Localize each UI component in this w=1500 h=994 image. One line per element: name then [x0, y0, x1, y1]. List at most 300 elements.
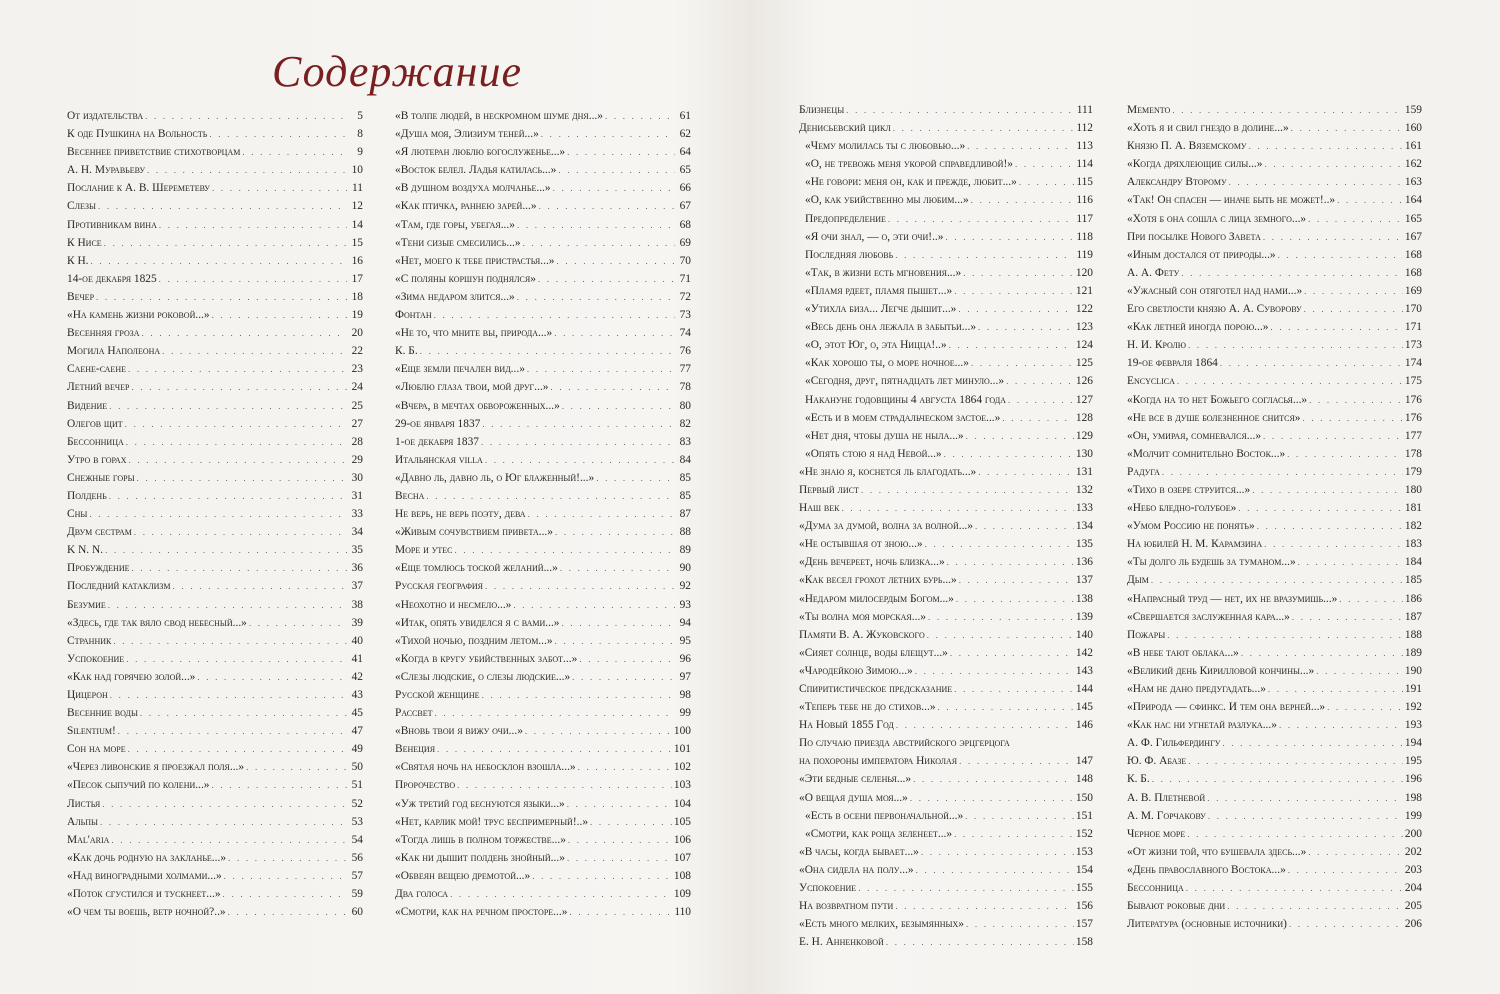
toc-entry-title: «Обвеян вещею дремотой...» [395, 869, 531, 882]
toc-entry-page: 112 [1076, 122, 1093, 135]
toc-entry [395, 541, 691, 559]
toc-entry-page: 40 [351, 634, 363, 647]
toc-entry-title: Радуга [1127, 465, 1160, 478]
toc-entry-page: 175 [1404, 375, 1422, 388]
toc-entry-page: 162 [1404, 158, 1422, 171]
toc-entry-title: Снежные горы [67, 471, 135, 484]
toc-entry-page: 51 [351, 779, 363, 792]
toc-entry [67, 849, 363, 867]
toc-entry [67, 776, 363, 794]
dot-leader [1188, 752, 1403, 770]
toc-entry-page: 73 [679, 309, 691, 322]
toc-entry [1127, 553, 1422, 571]
toc-entry-page: 10 [351, 164, 363, 177]
toc-entry [395, 776, 691, 794]
toc-entry [67, 324, 363, 342]
toc-entry-title: На юбилей Н. М. Карамзина [1127, 538, 1263, 551]
toc-entry-title: «Хоть я и свил гнездо в долине...» [1127, 122, 1289, 135]
toc-entry-page: 168 [1404, 248, 1422, 261]
toc-entry-title: на похороны императора Николая [799, 755, 958, 768]
toc-entry-title: «Нет, карлик мой! трус беспримерный!..» [395, 815, 589, 828]
toc-entry-title: Спиритистическое предсказание [799, 683, 953, 695]
toc-entry-title: Его светлости князю А. А. Суворову [1127, 303, 1302, 316]
dot-leader [861, 481, 1074, 499]
dot-leader [228, 849, 347, 867]
toc-entry-page: 125 [1075, 357, 1093, 370]
toc-entry-title: Последний катаклизм [67, 580, 171, 593]
toc-entry-page: 190 [1404, 664, 1422, 677]
toc-entry-page: 118 [1076, 230, 1093, 243]
toc-entry-page: 95 [679, 634, 691, 647]
toc-entry-page: 87 [679, 508, 691, 521]
toc-entry-page: 78 [679, 381, 691, 394]
toc-entry-page: 176 [1404, 411, 1422, 424]
toc-entry-page: 198 [1404, 791, 1422, 804]
toc-entry-title: «Через ливонские я проезжал поля...» [67, 761, 245, 774]
toc-entry-page: 156 [1075, 900, 1093, 913]
dot-leader [437, 740, 672, 758]
toc-entry-title: Князю П. А. Вяземскому [1127, 140, 1247, 153]
dot-leader [482, 686, 675, 704]
toc-entry [1127, 427, 1422, 445]
dot-leader [528, 505, 675, 523]
toc-entry-page: 37 [351, 580, 363, 593]
toc-entry-page: 89 [679, 544, 691, 557]
dot-leader [959, 571, 1074, 589]
toc-entry-page: 65 [679, 164, 691, 177]
toc-entry-page: 202 [1404, 845, 1422, 858]
toc-entry-page: 102 [673, 761, 691, 774]
toc-entry [67, 541, 363, 559]
toc-entry-page: 47 [351, 725, 363, 738]
toc-entry-title: «Зима недаром злится...» [395, 290, 515, 303]
toc-entry [799, 825, 1093, 843]
toc-entry-title: Видение [67, 399, 108, 412]
toc-entry-title: По случаю приезда австрийского эрцгерцога [799, 737, 1010, 750]
dot-leader [517, 216, 675, 234]
toc-entry-page: 181 [1404, 502, 1422, 515]
toc-entry-page: 103 [673, 779, 691, 792]
toc-entry [799, 391, 1093, 409]
dot-leader [131, 378, 347, 396]
dot-leader [212, 306, 347, 324]
dot-leader [242, 143, 347, 161]
dot-leader [916, 861, 1074, 879]
dot-leader [1015, 155, 1074, 173]
toc-entry-title: Могила Наполеона [67, 345, 161, 358]
page-title: Содержание [272, 47, 523, 96]
toc-entry-title: «Поток сгустился и тускнеет...» [67, 888, 221, 901]
toc-entry-title: «Как птичка, раннею зарей...» [395, 200, 537, 213]
dot-leader [140, 704, 347, 722]
dot-leader [98, 197, 347, 215]
toc-entry-page: 153 [1075, 845, 1093, 858]
toc-entry-page: 60 [351, 906, 363, 919]
dot-leader [527, 360, 675, 378]
toc-entry [1127, 119, 1422, 137]
toc-entry-page: 16 [351, 254, 363, 267]
toc-entry [67, 161, 363, 179]
dot-leader [978, 318, 1074, 336]
dot-leader [105, 541, 347, 559]
toc-entry-title: Memento [1127, 104, 1171, 116]
dot-leader [1268, 680, 1403, 698]
dot-leader [109, 487, 347, 505]
toc-entry [799, 553, 1093, 571]
dot-leader [554, 324, 675, 342]
toc-entry [1127, 137, 1422, 155]
toc-entry-title: «Чему молилась ты с любовью...» [805, 140, 966, 153]
toc-entry-title: Безумие [67, 598, 106, 611]
toc-entry [799, 481, 1093, 499]
dot-leader [523, 234, 675, 252]
dot-leader [1302, 409, 1402, 427]
toc-entry-page: 200 [1404, 827, 1422, 840]
dot-leader [125, 415, 347, 433]
toc-entry [799, 210, 1093, 228]
toc-entry [1127, 662, 1422, 680]
toc-entry [67, 433, 363, 451]
toc-entry-page: 92 [679, 580, 691, 593]
toc-entry-page: 178 [1404, 447, 1422, 460]
toc-entry-page: 68 [679, 218, 691, 231]
toc-entry-title: «Слезы людские, о слезы людские...» [395, 670, 571, 683]
toc-entry-page: 173 [1404, 339, 1422, 352]
toc-entry-title: При посылке Нового Завета [1127, 230, 1261, 243]
dot-leader [557, 252, 676, 270]
toc-entry-title: На Новый 1855 Год [799, 719, 894, 732]
toc-entry-page: 104 [673, 797, 691, 810]
dot-leader [841, 499, 1073, 517]
toc-entry-title: Литература (основные источники) [1127, 918, 1287, 931]
toc-entry [799, 228, 1093, 246]
toc-entry [799, 264, 1093, 282]
toc-entry [799, 807, 1093, 825]
toc-entry-title: «Как нас ни угнетай разлука...» [1127, 719, 1277, 732]
toc-entry-title: А. В. Плетневой [1127, 791, 1206, 804]
toc-entry-page: 50 [351, 761, 363, 774]
dot-leader [1337, 191, 1403, 209]
toc-entry-page: 151 [1075, 809, 1093, 822]
toc-entry-title: «Нет, моего к тебе пристрастья...» [395, 254, 555, 267]
dot-leader [162, 342, 347, 360]
dot-leader [555, 632, 675, 650]
toc-entry [799, 770, 1093, 788]
toc-entry-page: 100 [673, 725, 691, 738]
toc-entry-title: «Ты волна моя морская...» [799, 610, 926, 623]
toc-entry-title: «Тихой ночью, поздним летом...» [395, 634, 553, 647]
toc-entry-page: 57 [351, 869, 363, 882]
toc-entry-page: 122 [1075, 303, 1093, 316]
toc-entry [395, 415, 691, 433]
toc-entry-page: 136 [1075, 556, 1093, 569]
toc-entry-title: «На камень жизни роковой...» [67, 309, 210, 322]
toc-entry-title: Памяти В. А. Жуковского [799, 628, 925, 641]
toc-entry [799, 463, 1093, 481]
toc-entry [395, 197, 691, 215]
dot-leader [590, 813, 672, 831]
toc-entry-title: «Как над горячею золой...» [67, 670, 196, 683]
toc-entry [395, 758, 691, 776]
dot-leader [482, 415, 675, 433]
dot-leader [954, 680, 1074, 698]
toc-entry [67, 378, 363, 396]
toc-entry-page: 117 [1076, 212, 1093, 225]
toc-entry-page: 84 [679, 453, 691, 466]
dot-leader [971, 191, 1075, 209]
dot-leader [1308, 210, 1403, 228]
dot-leader [1264, 535, 1403, 553]
toc-entry-page: 132 [1075, 483, 1093, 496]
dot-leader [159, 270, 347, 288]
toc-entry [799, 354, 1093, 372]
toc-entry-title: Денисьевский цикл [799, 122, 891, 135]
dot-leader [137, 469, 347, 487]
toc-entry [395, 306, 691, 324]
toc-entry-page: 14 [351, 218, 363, 231]
toc-entry [395, 740, 691, 758]
toc-entry-title: Бессонница [1127, 882, 1184, 895]
toc-entry-title: «Святая ночь на небосклон взошла...» [395, 761, 576, 774]
toc-entry-page: 11 [352, 182, 363, 195]
toc-entry-title: А. Н. Муравьеву [67, 164, 146, 177]
toc-entry-page: 127 [1075, 393, 1093, 406]
toc-entry-title: Двум сестрам [67, 526, 132, 539]
toc-entry-title: «Душа моя, Элизиум теней...» [395, 128, 539, 141]
toc-entry [67, 885, 363, 903]
toc-entry-page: 165 [1404, 212, 1422, 225]
dot-leader [1327, 698, 1403, 716]
toc-entry-page: 187 [1404, 610, 1422, 623]
dot-leader [1220, 354, 1403, 372]
toc-entry [1127, 680, 1422, 698]
dot-leader [1208, 807, 1403, 825]
toc-entry [395, 179, 691, 197]
toc-entry-page: 123 [1075, 321, 1093, 334]
toc-entry-page: 177 [1404, 429, 1422, 442]
toc-entry-page: 167 [1404, 230, 1422, 243]
dot-leader [1288, 861, 1403, 879]
toc-entry-page: 193 [1404, 719, 1422, 732]
toc-entry-page: 152 [1075, 827, 1093, 840]
toc-entry [799, 119, 1093, 137]
dot-leader [1264, 155, 1402, 173]
toc-entry-title: «Утихла биза... Легче дышит...» [805, 303, 957, 316]
dot-leader [954, 282, 1074, 300]
toc-entry-page: 42 [351, 670, 363, 683]
dot-leader [111, 831, 347, 849]
toc-entry-title: А. А. Фету [1127, 266, 1180, 279]
toc-entry [799, 608, 1093, 626]
toc-entry [799, 191, 1093, 209]
toc-entry-title: К оде Пушкина на Вольность [67, 128, 208, 141]
dot-leader [1292, 608, 1403, 626]
toc-entry-title: Успокоение [799, 882, 857, 895]
toc-entry-page: 195 [1404, 755, 1422, 768]
toc-entry [395, 360, 691, 378]
toc-entry [1127, 897, 1422, 915]
toc-entry-title: Предопределение [805, 212, 886, 225]
toc-entry [395, 107, 691, 125]
toc-entry-title: Вечер [67, 290, 95, 303]
dot-leader [915, 662, 1074, 680]
toc-entry-title: «Умом Россию не понять» [1127, 520, 1255, 533]
toc-entry-page: 53 [351, 815, 363, 828]
toc-entry-page: 182 [1404, 520, 1422, 533]
dot-leader [944, 445, 1074, 463]
dot-leader [555, 523, 675, 541]
toc-entry-title: «Ужасный сон отяготел над нами...» [1127, 284, 1303, 297]
toc-entry-page: 15 [351, 236, 363, 249]
toc-entry [67, 216, 363, 234]
toc-entry [395, 143, 691, 161]
toc-entry-page: 139 [1075, 610, 1093, 623]
toc-entry-page: 129 [1075, 429, 1093, 442]
dot-leader [921, 843, 1074, 861]
toc-entry-page: 45 [351, 707, 363, 720]
toc-entry-title: «Когда дряхлеющие силы...» [1127, 158, 1263, 171]
dot-leader [224, 867, 347, 885]
toc-entry-title: От издательства [67, 110, 144, 122]
toc-entry-title: «Дума за думой, волна за волной...» [799, 520, 973, 533]
toc-entry-page: 90 [679, 562, 691, 575]
toc-entry-title: Фонтан [395, 309, 432, 322]
toc-entry-page: 93 [679, 598, 691, 611]
toc-entry-page: 101 [673, 743, 691, 756]
toc-entry-page: 186 [1404, 592, 1422, 605]
toc-entry-title: «Нам не дано предугадать...» [1127, 683, 1266, 695]
dot-leader [971, 354, 1074, 372]
dot-leader [893, 119, 1075, 137]
toc-entry-page: 43 [351, 689, 363, 701]
dot-leader [1279, 716, 1403, 734]
dot-leader [567, 143, 675, 161]
dot-leader [1304, 282, 1403, 300]
dot-leader [159, 216, 347, 234]
toc-entry-page: 97 [679, 670, 691, 683]
toc-entry [799, 843, 1093, 861]
toc-entry-page: 203 [1404, 863, 1422, 876]
dot-leader [426, 487, 675, 505]
toc-entry-title: Пророчество [395, 779, 456, 792]
toc-entry-page: 35 [351, 544, 363, 557]
toc-entry [799, 626, 1093, 644]
toc-entry-page: 72 [679, 290, 691, 303]
toc-entry [67, 614, 363, 632]
toc-entry-title: «Как хорошо ты, о море ночное...» [805, 357, 969, 370]
toc-entry-title: «Великий день Кирилловой кончины...» [1127, 664, 1315, 677]
toc-entry-page: 62 [679, 128, 691, 141]
toc-entry-page: 28 [351, 435, 363, 448]
toc-entry [395, 632, 691, 650]
toc-entry-page: 80 [679, 399, 691, 412]
toc-entry [67, 143, 363, 161]
toc-entry-page: 126 [1075, 375, 1093, 388]
toc-entry [1127, 228, 1422, 246]
toc-entry-title: Цицерон [67, 689, 108, 701]
toc-entry-title: «Восток белел. Ладья катилась...» [395, 164, 557, 177]
toc-entry-title: Не верь, не верь поэту, дева [395, 508, 526, 521]
toc-entry-title: Рассвет [395, 707, 433, 720]
toc-entry-title: «Эти бедные селенья...» [799, 773, 912, 786]
dot-leader [541, 125, 675, 143]
dot-leader [513, 596, 675, 614]
toc-entry-page: 96 [679, 652, 691, 665]
dot-leader [553, 179, 675, 197]
toc-entry [1127, 499, 1422, 517]
dot-leader [596, 469, 675, 487]
toc-entry-page: 52 [351, 797, 363, 810]
toc-entry [67, 577, 363, 595]
toc-entry-page: 194 [1404, 737, 1422, 750]
toc-entry-page: 124 [1075, 339, 1093, 352]
dot-leader [1019, 173, 1075, 191]
dot-leader [525, 722, 672, 740]
toc-entry [395, 668, 691, 686]
toc-entry-page: 150 [1075, 791, 1093, 804]
dot-leader [209, 125, 347, 143]
toc-entry-page: 85 [679, 489, 691, 502]
toc-entry [67, 704, 363, 722]
toc-entry [1127, 463, 1422, 481]
dot-leader [954, 825, 1074, 843]
toc-entry-page: 164 [1404, 194, 1422, 207]
toc-entry [799, 535, 1093, 553]
toc-entry [1127, 861, 1422, 879]
dot-leader [568, 831, 672, 849]
toc-entry-title: «Теперь тебе не до стихов...» [799, 701, 936, 714]
dot-leader [966, 427, 1074, 445]
toc-entry-page: 107 [673, 851, 691, 864]
toc-entry [1127, 716, 1422, 734]
toc-entry [799, 318, 1093, 336]
toc-entry-title: «Она сидела на полу...» [799, 863, 914, 876]
toc-entry-title: «Есть в осени первоначальной...» [805, 809, 964, 822]
toc-entry [395, 903, 691, 921]
toc-entry-title: Последняя любовь [805, 248, 894, 261]
toc-entry-page: 185 [1404, 574, 1422, 587]
dot-leader [858, 879, 1074, 897]
dot-leader [567, 795, 672, 813]
toc-entry-page: 22 [351, 345, 363, 358]
toc-entry-page: 131 [1075, 465, 1093, 478]
toc-entry [1127, 246, 1422, 264]
dot-leader [1188, 336, 1403, 354]
toc-entry-title: Русской женщине [395, 689, 480, 701]
dot-leader [197, 668, 347, 686]
toc-entry [1127, 336, 1422, 354]
dot-leader [550, 378, 675, 396]
dot-leader [108, 596, 347, 614]
toc-entry [799, 173, 1093, 191]
dot-leader [212, 179, 347, 197]
toc-entry [395, 451, 691, 469]
toc-entry-page: 199 [1404, 809, 1422, 822]
toc-entry [799, 879, 1093, 897]
toc-entry-title: «Давно ль, давно ль, о Юг блаженный!...» [395, 471, 595, 484]
dot-leader [978, 463, 1074, 481]
dot-leader [1291, 119, 1403, 137]
dot-leader [131, 559, 347, 577]
toc-entry-page: 183 [1404, 538, 1422, 551]
dot-leader [569, 903, 672, 921]
toc-entry-title: «Здесь, где так вяло свод небесный...» [67, 616, 247, 629]
toc-entry-page: 191 [1404, 683, 1422, 695]
dot-leader [846, 101, 1075, 119]
toc-entry-title: Альпы [67, 815, 98, 828]
dot-leader [89, 505, 347, 523]
toc-entry [395, 831, 691, 849]
